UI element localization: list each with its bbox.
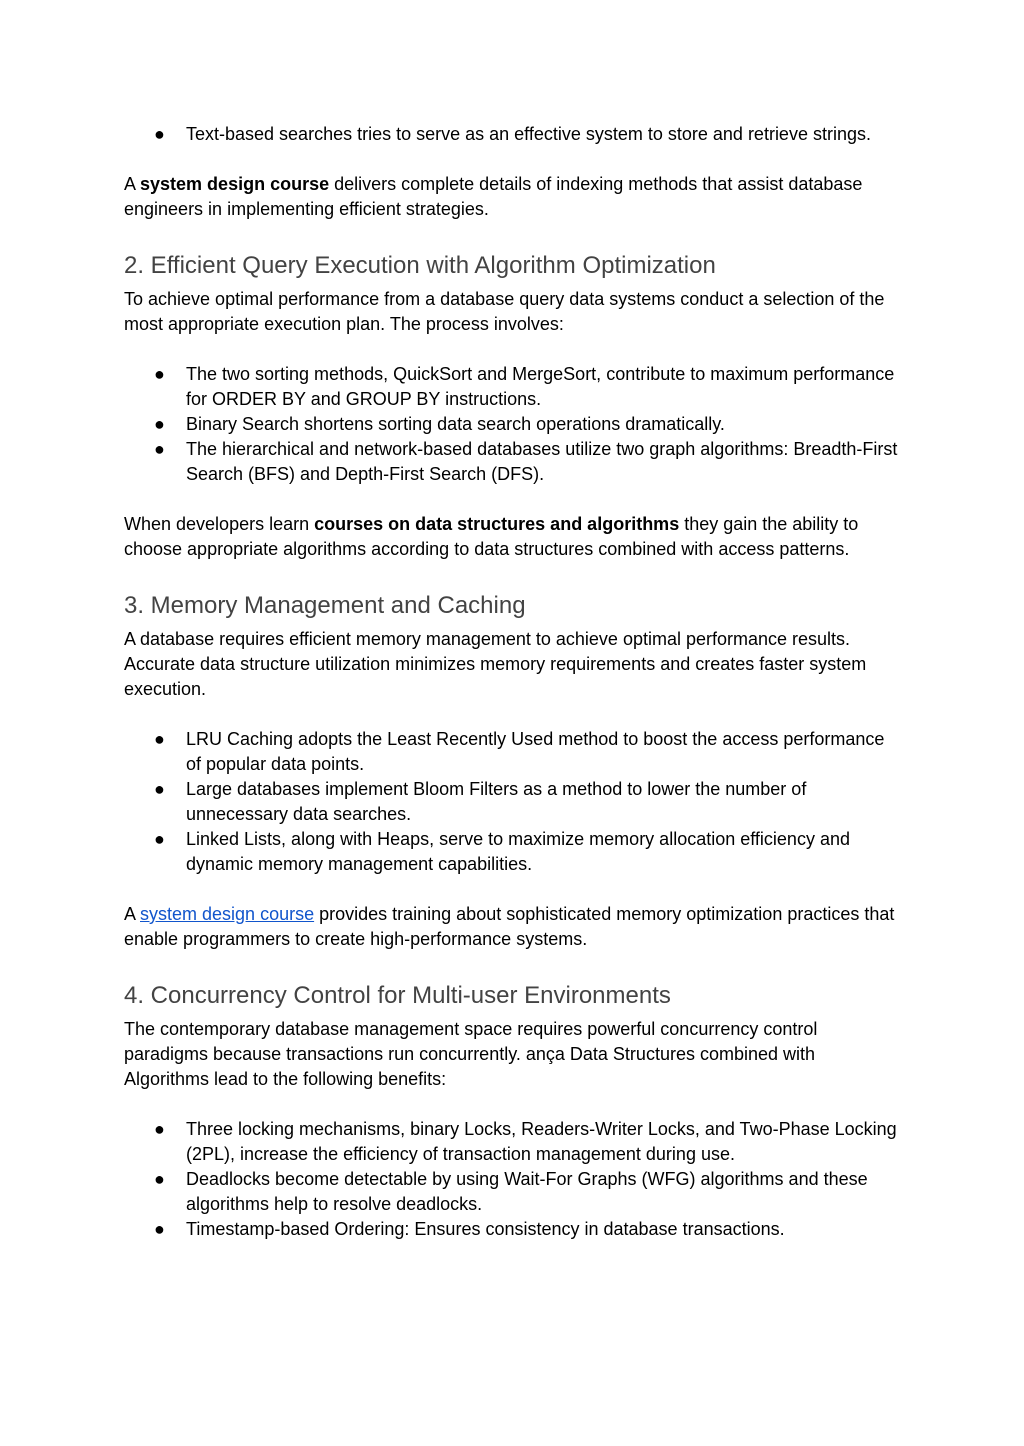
bullet-icon: ● bbox=[154, 1169, 165, 1189]
bullet-list-memory bbox=[124, 727, 904, 877]
section-heading-concurrency: 4. Concurrency Control for Multi-user Environments bbox=[124, 982, 671, 1009]
list-item-text: Linked Lists, along with Heaps, serve to maximize memory allocation efficiency and dynamic memory management capabilities. bbox=[186, 829, 850, 874]
bullet-icon: ● bbox=[154, 829, 165, 849]
list-item bbox=[124, 1217, 904, 1242]
text-run: provides training about sophisticated memory optimization practices that enable programmers to create high-performance systems. bbox=[124, 904, 895, 949]
paragraph-memory-intro: A database requires efficient memory management to achieve optimal performance results. Accurate data structure utilization minimizes memory requirements and creates faster system execution. bbox=[124, 629, 867, 699]
list-item-text: The two sorting methods, QuickSort and MergeSort, contribute to maximum performance for ORDER BY and GROUP BY instructions. bbox=[186, 364, 895, 409]
list-item-text: Binary Search shortens sorting data search operations dramatically. bbox=[186, 414, 725, 434]
bullet-icon: ● bbox=[154, 779, 165, 799]
bullet-icon: ● bbox=[154, 1219, 165, 1239]
paragraph-memory-closing bbox=[124, 902, 904, 952]
list-item-text: Deadlocks become detectable by using Wait-For Graphs (WFG) algorithms and these algorithms help to resolve deadlocks. bbox=[186, 1169, 868, 1214]
bullet-icon: ● bbox=[154, 729, 165, 749]
list-item bbox=[124, 437, 904, 487]
list-item-text: Large databases implement Bloom Filters as a method to lower the number of unnecessary data searches. bbox=[186, 779, 807, 824]
paragraph-query-closing bbox=[124, 512, 904, 562]
bullet-icon: ● bbox=[154, 1119, 165, 1139]
text-run: A bbox=[124, 904, 141, 924]
list-item bbox=[124, 412, 904, 437]
bullet-list-query bbox=[124, 362, 904, 487]
bold-text: system design course bbox=[140, 174, 330, 194]
list-item-text: The hierarchical and network-based databases utilize two graph algorithms: Breadth-First Search (BFS) and Depth-First Search (DFS). bbox=[186, 439, 898, 484]
list-item bbox=[124, 1167, 904, 1217]
list-item-text: Three locking mechanisms, binary Locks, Readers-Writer Locks, and Two-Phase Locking (2PL), increase the efficiency of transaction management during use. bbox=[186, 1119, 897, 1164]
bullet-icon: ● bbox=[154, 364, 165, 384]
paragraph-system-design bbox=[124, 172, 904, 222]
text-run: When developers learn bbox=[124, 514, 315, 534]
list-item-text: Text-based searches tries to serve as an effective system to store and retrieve strings. bbox=[186, 124, 871, 144]
list-item bbox=[124, 1117, 904, 1167]
text-run: A bbox=[124, 174, 141, 194]
document-page bbox=[124, 122, 904, 1242]
paragraph-concurrency-intro: The contemporary database management space requires powerful concurrency control paradigms because transactions run concurrently. ança Data Structures combined with Algorithms lead to the following benefits: bbox=[124, 1019, 818, 1089]
list-item bbox=[124, 827, 904, 877]
text-run: delivers complete details of indexing methods that assist database engineers in implementing efficient strategies. bbox=[124, 174, 863, 219]
bullet-icon: ● bbox=[154, 124, 165, 144]
paragraph-query-intro: To achieve optimal performance from a database query data systems conduct a selection of the most appropriate execution plan. The process involves: bbox=[124, 289, 885, 334]
list-item bbox=[124, 777, 904, 827]
list-item bbox=[124, 362, 904, 412]
bullet-list-concurrency bbox=[124, 1117, 904, 1242]
list-item-text: LRU Caching adopts the Least Recently Used method to boost the access performance of popular data points. bbox=[186, 729, 885, 774]
bold-text: courses on data structures and algorithms bbox=[314, 514, 680, 534]
bullet-list-top bbox=[124, 122, 904, 147]
list-item bbox=[124, 122, 904, 147]
list-item bbox=[124, 727, 904, 777]
text-run: they gain the ability to choose appropriate algorithms according to data structures combined with access patterns. bbox=[124, 514, 859, 559]
section-heading-query-execution: 2. Efficient Query Execution with Algorithm Optimization bbox=[124, 252, 716, 279]
bullet-icon: ● bbox=[154, 439, 165, 459]
bullet-icon: ● bbox=[154, 414, 165, 434]
section-heading-memory: 3. Memory Management and Caching bbox=[124, 592, 526, 619]
list-item-text: Timestamp-based Ordering: Ensures consistency in database transactions. bbox=[186, 1219, 785, 1239]
system-design-course-link[interactable]: system design course bbox=[140, 904, 315, 924]
